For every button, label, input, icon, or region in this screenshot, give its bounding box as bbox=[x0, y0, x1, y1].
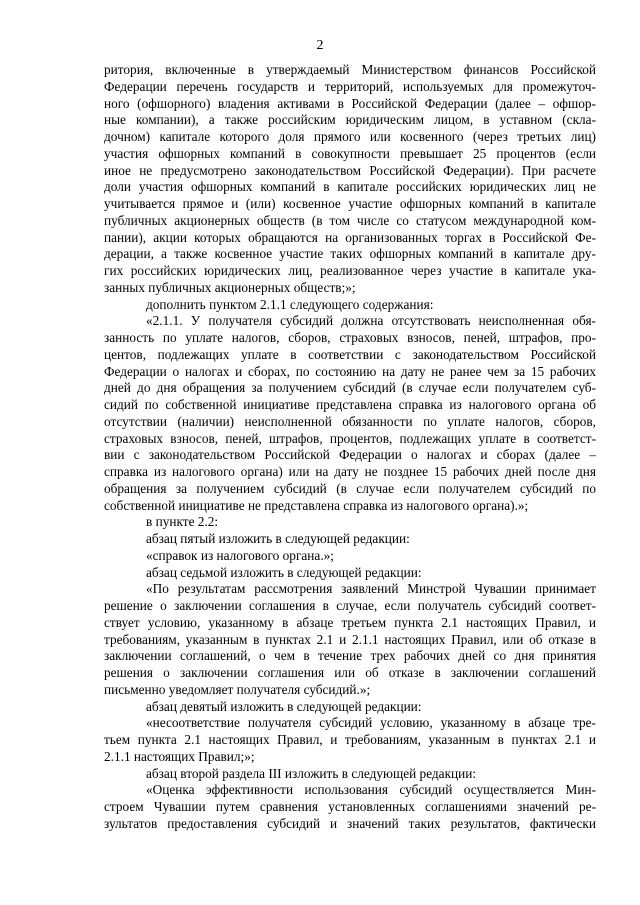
text-line: учитывается прямое и (или) косвенное участие офшорных компаний в капитале bbox=[104, 196, 596, 211]
text-line: «2.1.1. У получателя субсидий должна отсутствовать неисполненная обя- bbox=[146, 313, 596, 329]
text-line: абзац второй раздела III изложить в следующей редакции: bbox=[146, 765, 477, 781]
text-line: требованиям, указанным в пунктах 2.1 и 2.1.1 настоящих Правил, или об отказе в bbox=[104, 631, 596, 647]
text-line: «По результатам рассмотрения заявлений Минстрой Чувашии принимает bbox=[146, 581, 596, 597]
text-line: зультатов предоставления субсидий и значений таких результатов, фактически bbox=[104, 815, 596, 831]
text-line: дополнить пунктом 2.1.1 следующего содержания: bbox=[146, 296, 434, 312]
text-line: ствует условию, указанному в абзаце третьем пункта 2.1 настоящих Правил, и bbox=[104, 614, 596, 630]
text-line: гих российских юридических лиц, реализованное через участие в капитале ука- bbox=[104, 263, 596, 278]
page-number: 2 bbox=[316, 38, 324, 53]
text-line: тьем пункта 2.1 настоящих Правил, и требованиям, указанным в пунктах 2.1 и bbox=[104, 732, 596, 747]
text-line: абзац пятый изложить в следующей редакции: bbox=[146, 531, 410, 546]
text-line: пании), акции которых обращаются на организованных торгах в Российской Фе- bbox=[104, 229, 596, 245]
text-line: страховых взносов, пеней, штрафов, процентов, подлежащих уплате в соответст- bbox=[104, 430, 596, 446]
text-line: дочном) капитале которого доля прямого или косвенного (через третьих лиц) bbox=[104, 129, 596, 144]
text-line: строем Чувашии путем сравнения установленных соглашениями значений ре- bbox=[104, 799, 596, 814]
text-line: «несоответствие получателя субсидий условию, указанному в абзаце тре- bbox=[146, 715, 596, 731]
text-line: отсутствии (наличии) неисполненной обязанности по уплате налогов, сборов, bbox=[104, 413, 596, 429]
text-line: иное не предусмотрено законодательством Российской Федерации). При расчете bbox=[104, 162, 596, 178]
text-line: 2.1.1 настоящих Правил;»; bbox=[104, 748, 255, 764]
text-line: Федерации о налогах и сборах, по состоянию на дату не ранее чем за 15 рабочих bbox=[104, 363, 596, 379]
text-line: обращения за получением субсидий (в случае если получателем субсидий по bbox=[104, 480, 596, 496]
text-line: письменно уведомляет получателя субсидий.»; bbox=[104, 681, 371, 697]
text-line: сидий по собственной инициативе представлена справка из налогового органа об bbox=[104, 397, 596, 412]
text-line: «справок из налогового органа.»; bbox=[146, 547, 334, 563]
text-line: заключении соглашений, о чем в течение трех рабочих дней со дня принятия bbox=[104, 648, 596, 664]
text-line: собственной инициативе не представлена справка из налогового органа).»; bbox=[104, 497, 529, 513]
text-line: абзац седьмой изложить в следующей редакции: bbox=[146, 564, 422, 580]
text-line: решения о заключении соглашения или об отказе в заключении соглашений bbox=[104, 665, 596, 680]
text-line: решение о заключении соглашения в случае, если получатель субсидий соответ- bbox=[104, 598, 596, 613]
text-line: «Оценка эффективности использования субсидий осуществляется Мин- bbox=[146, 782, 596, 798]
text-line: публичных акционерных обществ (в том числе со статусом международной ком- bbox=[104, 212, 596, 228]
text-line: дней до дня обращения за получением субсидий (в случае если получателем суб- bbox=[104, 380, 596, 396]
document-body bbox=[104, 62, 596, 833]
text-line: ритория, включенные в утверждаемый Министерством финансов Российской bbox=[104, 62, 596, 77]
text-line: доли участия офшорных компаний в капитале российских юридических лиц не bbox=[104, 179, 596, 195]
text-line: справка из налогового органа) или на дату не позднее 15 рабочих дней после дня bbox=[104, 464, 596, 479]
text-line: занность по уплате налогов, сборов, страховых взносов, пеней, штрафов, про- bbox=[104, 330, 596, 345]
text-line: ные компании), а также российским юридическим лицом, в уставном (скла- bbox=[104, 112, 596, 128]
text-line: занных публичных акционерных обществ;»; bbox=[104, 279, 356, 295]
text-line: центов, подлежащих уплате в соответствии с законодательством Российской bbox=[104, 346, 596, 362]
text-line: Федерации перечень государств и территорий, используемых для промежуточ- bbox=[104, 78, 596, 94]
text-line: в пункте 2.2: bbox=[146, 514, 219, 530]
text-line: вии с законодательством Российской Федерации о налогах и сборах (далее – bbox=[104, 447, 596, 463]
text-line: дерации, а также косвенное участие таких офшорных компаний в капитале дру- bbox=[104, 246, 596, 262]
text-line: абзац девятый изложить в следующей редакции: bbox=[146, 698, 422, 714]
text-line: участия офшорных компаний в совокупности превышает 25 процентов (если bbox=[104, 145, 596, 161]
text-line: ного (офшорного) владения активами в Российской Федерации (далее – офшор- bbox=[104, 95, 596, 111]
